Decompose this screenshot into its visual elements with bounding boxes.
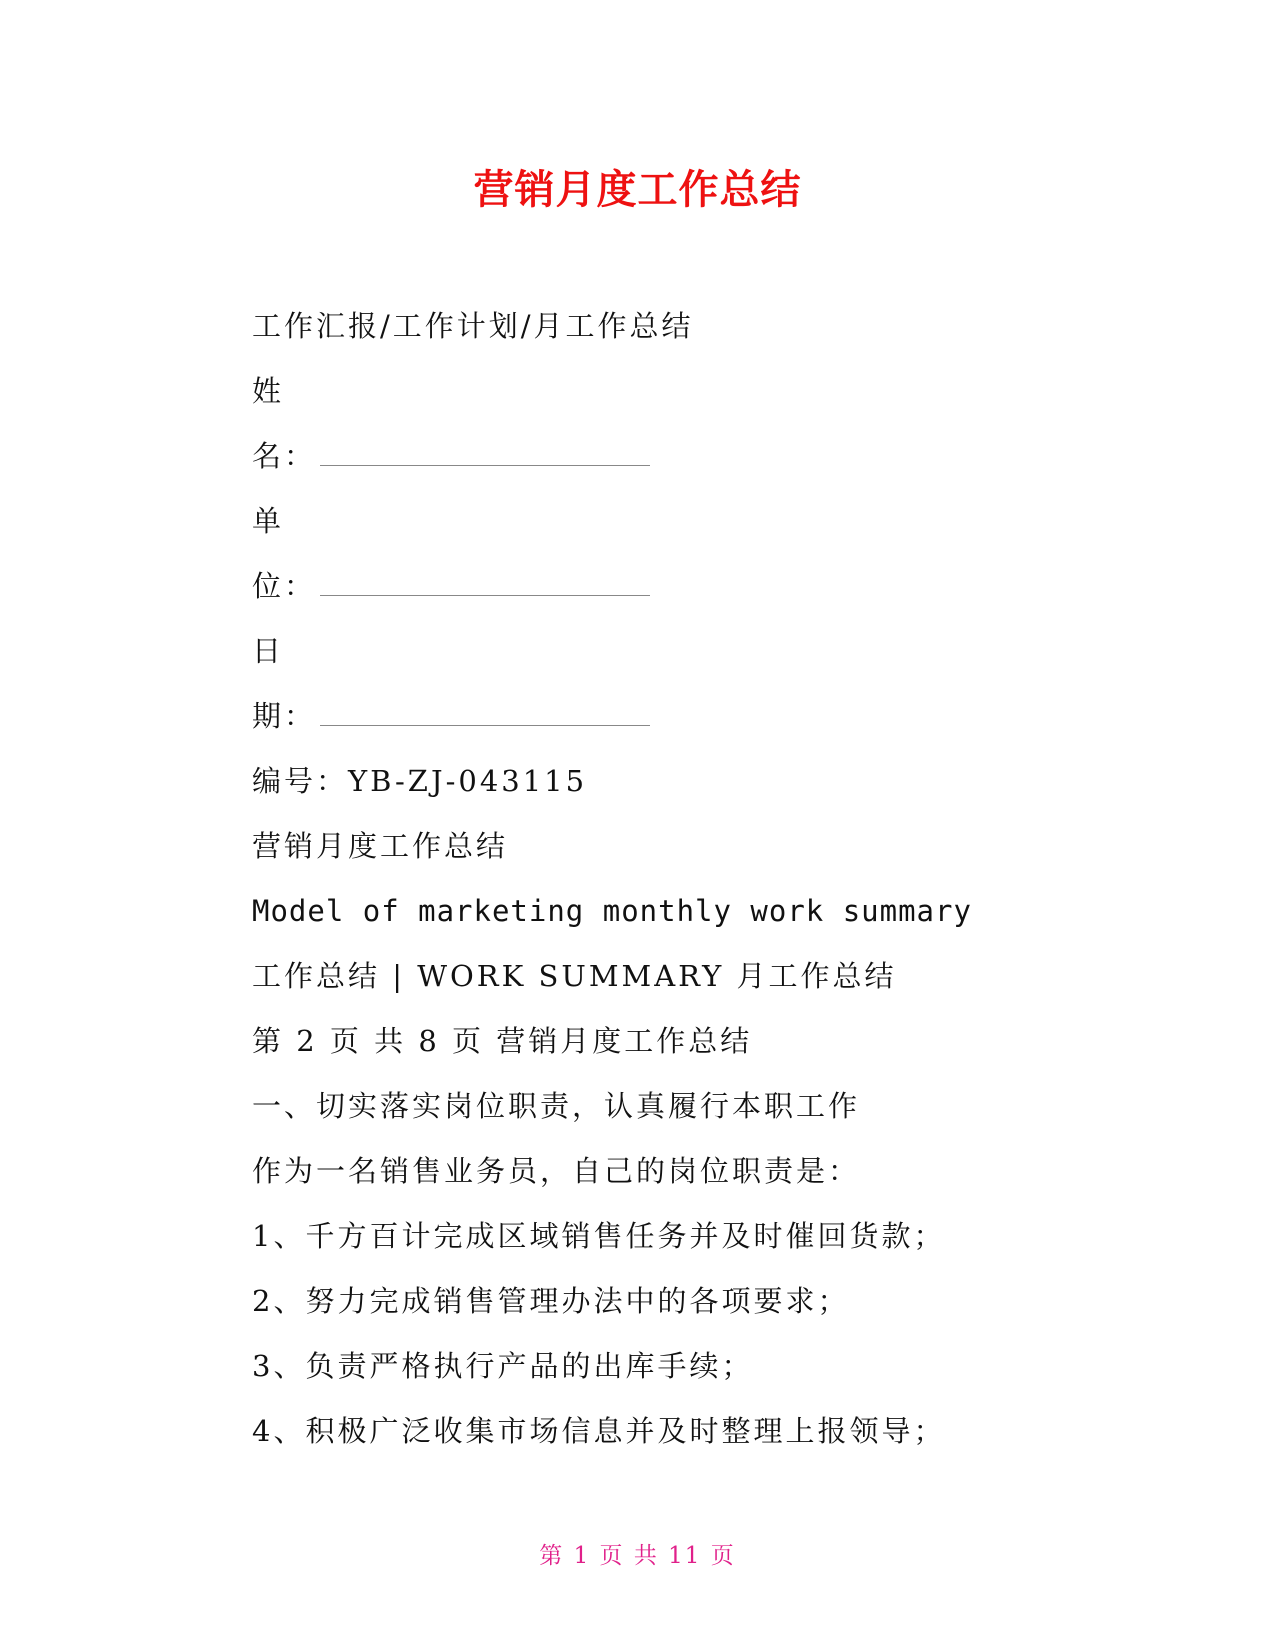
list-item: 1、千方百计完成区域销售任务并及时催回货款； bbox=[252, 1219, 946, 1253]
name-blank-line[interactable] bbox=[320, 441, 650, 466]
header-line: 工作汇报/工作计划/月工作总结 bbox=[252, 309, 694, 343]
document-body bbox=[252, 294, 1052, 1464]
unit-blank-line[interactable] bbox=[320, 571, 650, 596]
list-item: 3、负责严格执行产品的出库手续； bbox=[252, 1349, 754, 1383]
category-line: 工作总结 | WORK SUMMARY 月工作总结 bbox=[252, 959, 897, 993]
unit-label-top: 单 bbox=[252, 504, 285, 538]
date-blank-line[interactable] bbox=[320, 701, 650, 726]
unit-label: 位： bbox=[252, 569, 317, 603]
document-title: 营销月度工作总结 bbox=[473, 167, 802, 213]
page-ref-line: 第 2 页 共 8 页 营销月度工作总结 bbox=[252, 1024, 753, 1058]
name-label: 名： bbox=[252, 439, 317, 473]
date-label: 期： bbox=[252, 699, 317, 733]
subtitle-cn: 营销月度工作总结 bbox=[252, 829, 509, 863]
date-field-row bbox=[252, 684, 1052, 749]
subtitle-en: Model of marketing monthly work summary bbox=[252, 894, 972, 928]
unit-field-row bbox=[252, 554, 1052, 619]
page-footer: 第 1 页 共 11 页 bbox=[539, 1543, 736, 1569]
list-item: 2、努力完成销售管理办法中的各项要求； bbox=[252, 1284, 850, 1318]
intro-paragraph: 作为一名销售业务员，自己的岗位职责是： bbox=[252, 1154, 861, 1188]
name-field-row bbox=[252, 424, 1052, 489]
list-item: 4、积极广泛收集市场信息并及时整理上报领导； bbox=[252, 1414, 946, 1448]
document-code: 编号：YB-ZJ-043115 bbox=[252, 764, 588, 798]
section-heading: 一、切实落实岗位职责，认真履行本职工作 bbox=[252, 1089, 861, 1123]
date-label-top: 日 bbox=[252, 634, 285, 668]
name-label-top: 姓 bbox=[252, 374, 285, 408]
